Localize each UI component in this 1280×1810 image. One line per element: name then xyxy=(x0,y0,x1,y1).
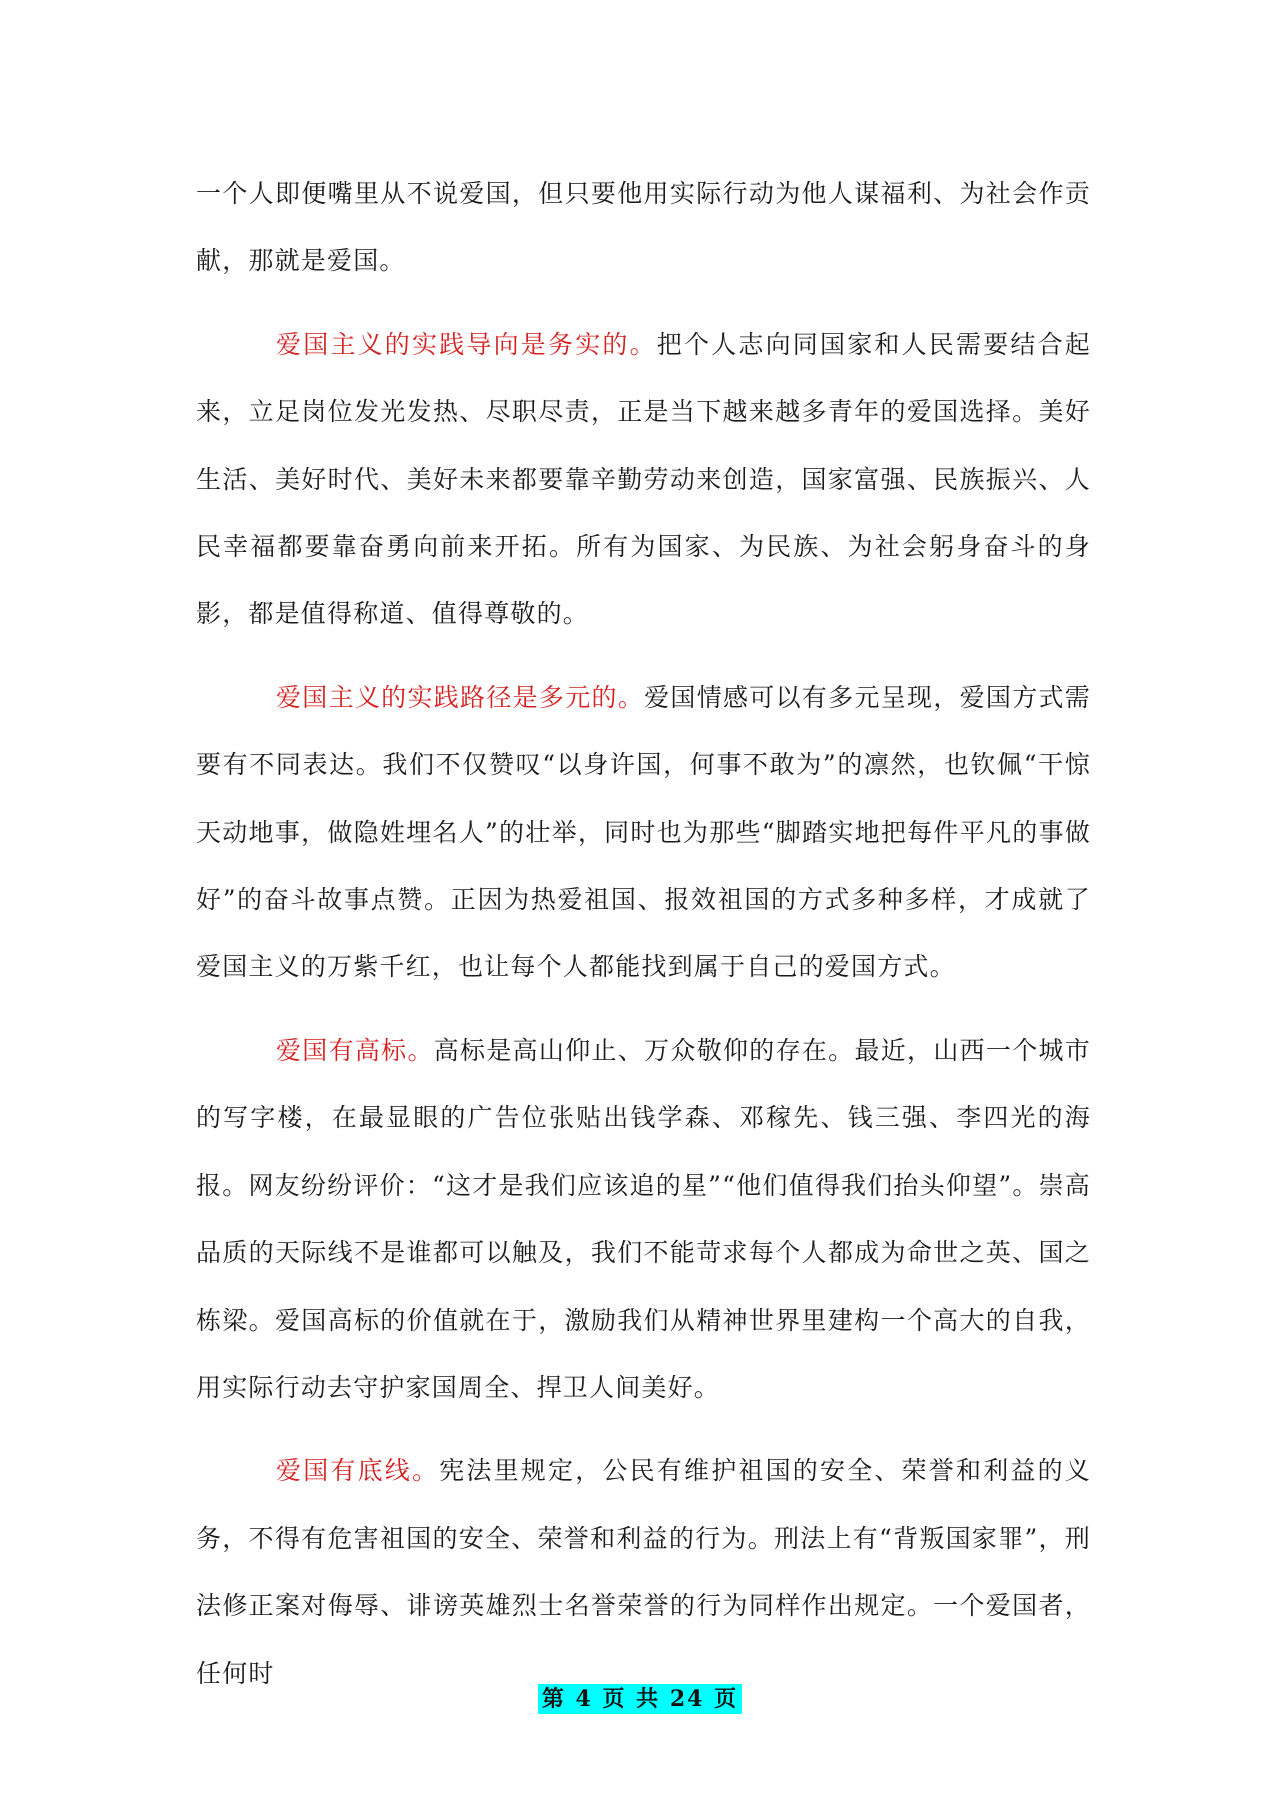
paragraph-1 xyxy=(196,160,1091,295)
paragraph-2 xyxy=(196,311,1091,648)
document-body xyxy=(196,160,1091,1723)
paragraph-4 xyxy=(196,1017,1091,1421)
paragraph-3-body: 爱国情感可以有多元呈现，爱国方式需要有不同表达。我们不仅赞叹“以身许国，何事不敢为”的凛然，也钦佩“干惊天动地事，做隐姓埋名人”的壮举，同时也为那些“脚踏实地把每件平凡的事做好”的奋斗故事点赞。正因为热爱祖国、报效祖国的方式多种多样，才成就了爱国主义的万紫千红，也让每个人都能找到属于自己的爱国方式。 xyxy=(196,682,1091,982)
paragraph-4-body: 高标是高山仰止、万众敬仰的存在。最近，山西一个城市的写字楼，在最显眼的广告位张贴出钱学森、邓稼先、钱三强、李四光的海报。网友纷纷评价：“这才是我们应该追的星”“他们值得我们抬头仰望”。崇高品质的天际线不是谁都可以触及，我们不能苛求每个人都成为命世之英、国之栋梁。爱国高标的价值就在于，激励我们从精神世界里建构一个高大的自我，用实际行动去守护家国周全、捍卫人间美好。 xyxy=(196,1035,1091,1402)
paragraph-5-heading: 爱国有底线。 xyxy=(276,1456,440,1486)
paragraph-3-heading: 爱国主义的实践路径是多元的。 xyxy=(276,682,645,712)
paragraph-1-body: 一个人即便嘴里从不说爱国，但只要他用实际行动为他人谋福利、为社会作贡献，那就是爱国。 xyxy=(196,179,1091,276)
paragraph-5 xyxy=(196,1437,1091,1707)
paragraph-3 xyxy=(196,664,1091,1001)
page-footer xyxy=(0,1684,1280,1714)
paragraph-4-heading: 爱国有高标。 xyxy=(276,1035,434,1065)
paragraph-2-heading: 爱国主义的实践导向是务实的。 xyxy=(276,329,657,359)
paragraph-5-body: 宪法里规定，公民有维护祖国的安全、荣誉和利益的义务，不得有危害祖国的安全、荣誉和利益的行为。刑法上有“背叛国家罪”，刑法修正案对侮辱、诽谤英雄烈士名誉荣誉的行为同样作出规定。一个爱国者，任何时 xyxy=(196,1456,1091,1688)
page-number: 第 4 页 共 24 页 xyxy=(538,1684,742,1714)
paragraph-2-body: 把个人志向同国家和人民需要结合起来，立足岗位发光发热、尽职尽责，正是当下越来越多青年的爱国选择。美好生活、美好时代、美好未来都要靠辛勤劳动来创造，国家富强、民族振兴、人民幸福都要靠奋勇向前来开拓。所有为国家、为民族、为社会躬身奋斗的身影，都是值得称道、值得尊敬的。 xyxy=(196,329,1091,629)
